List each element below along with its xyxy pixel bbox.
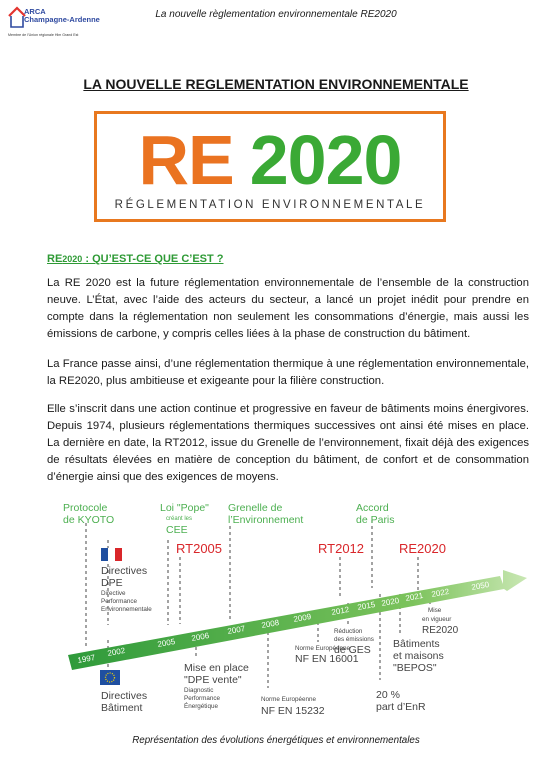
paragraph-3: Elle s’inscrit dans une action continue et progressive en faveur de bâtiments moins énergivores. Depuis 1974, plusieurs réglementations thermiques successives ont ainsi été mises en place. La dernière en date, la RT2012, issue du Grenelle de l’environnement, fixait déjà des exigences de résultats élevées en matière de conception du bâtiment, de confort et de consommation d’énergie ainsi que des exigences de moyens. — [47, 403, 529, 483]
event-nf-en-16001: Norme Européenne NF EN 16001 — [295, 645, 359, 665]
figure-caption: Représentation des évolutions énergétiques et environnementales — [132, 735, 420, 746]
event-rt2005: RT2005 — [176, 541, 223, 556]
event-dpe-vente: Mise en place "DPE vente" Diagnostic Performance Énergétique — [184, 662, 249, 710]
event-re2020: RE2020 — [399, 541, 446, 556]
france-flag-icon — [101, 548, 122, 561]
re2020-caption: RÉGLEMENTATION ENVIRONNEMENTALE — [114, 199, 426, 211]
event-grenelle: Grenelle de l’Environnement — [228, 502, 304, 526]
event-loi-pope: Loi "Pope" créant les CEE — [160, 502, 209, 536]
year-2020: 2020 — [380, 596, 400, 608]
year-2008: 2008 — [260, 618, 280, 630]
event-part-enr: 20 % part d’EnR — [376, 689, 426, 713]
year-2022: 2022 — [430, 587, 450, 599]
event-kyoto: Protocole de KYOTO — [63, 502, 115, 526]
section-heading — [47, 253, 224, 265]
timeline-diagram — [0, 490, 552, 725]
paragraph-2: La France passe ainsi, d’une réglementation thermique à une réglementation environnementale, la RE2020, plus ambitieuse et exigeante pour la filière construction. — [47, 358, 529, 387]
section-heading-rest: : QU’EST-CE QUE C’EST ? — [82, 253, 224, 265]
event-directives-dpe: Directives DPE Directive Performance Environnementale — [101, 565, 152, 613]
year-2021: 2021 — [404, 591, 424, 603]
logo-subtitle: Membre de l'Union régionale Hlm Grand Est — [8, 33, 79, 37]
year-2050: 2050 — [470, 580, 490, 592]
page-title: LA NOUVELLE REGLEMENTATION ENVIRONNEMENTALE — [83, 76, 469, 92]
running-header: La nouvelle règlementation environnementale RE2020 — [155, 9, 397, 20]
event-rt2012: RT2012 — [318, 541, 365, 556]
year-1997: 1997 — [76, 653, 96, 665]
re-year: 2020 — [249, 121, 402, 199]
event-reduction-ges: Réduction des émissions de GES — [334, 628, 374, 656]
year-2005: 2005 — [156, 637, 176, 649]
logo-name-line1: ARCA — [24, 7, 46, 16]
eu-flag-icon — [100, 670, 120, 685]
year-2015: 2015 — [356, 600, 376, 612]
event-mise-en-vigueur: Mise en vigueur RE2020 — [422, 607, 459, 636]
year-2009: 2009 — [292, 612, 312, 624]
year-2007: 2007 — [226, 624, 246, 636]
event-paris: Accord de Paris — [356, 502, 395, 526]
paragraph-1: La RE 2020 est la future réglementation environnementale de l’ensemble de la construction neuve. L’État, avec l’aide des acteurs du secteur, a lancé un projet inédit pour prendre en compte dans la réglementation non seulement les consommations d’énergie, mais aussi les émissions de carbone, y compris celles liées à la phase de construction du bâtiment. — [47, 277, 529, 340]
re2020-wordmark — [97, 118, 443, 202]
section-heading-small: 2020 — [62, 254, 83, 264]
section-heading-main: RE — [47, 253, 63, 265]
year-2012: 2012 — [330, 605, 350, 617]
year-2002: 2002 — [106, 646, 126, 658]
re2020-banner — [94, 111, 446, 222]
re-word: RE — [138, 121, 234, 199]
event-directives-batiment: Directives Bâtiment — [101, 690, 148, 714]
event-nf-en-15232: Norme Européenne NF EN 15232 — [261, 696, 325, 717]
year-2006: 2006 — [190, 631, 210, 643]
logo-name-line2: Champagne-Ardenne — [24, 15, 100, 24]
event-bepos: Bâtiments et maisons "BEPOS" — [393, 638, 444, 674]
